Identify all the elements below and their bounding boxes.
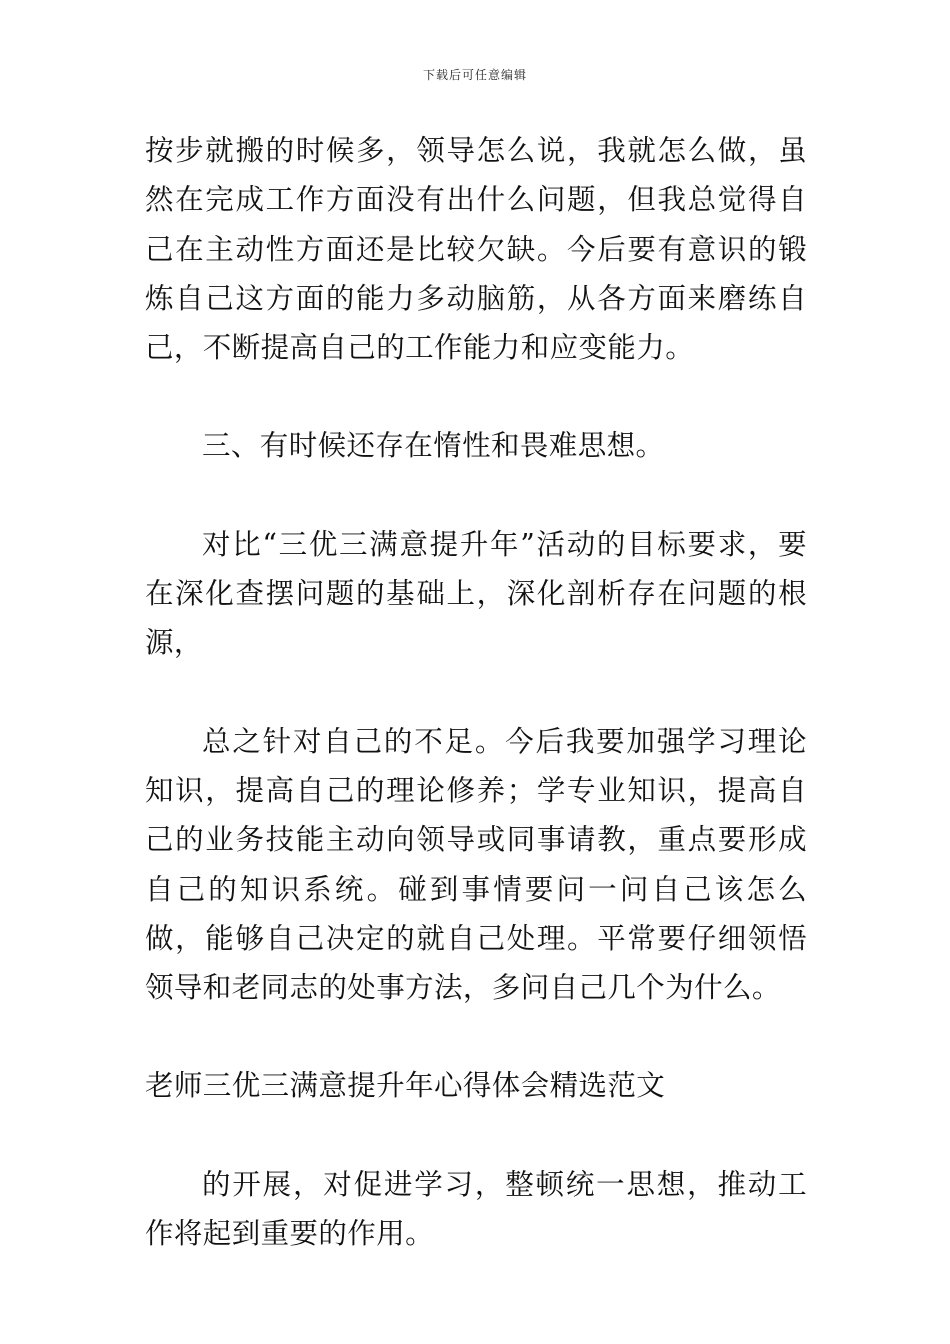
- paragraph-spacer: [145, 668, 807, 717]
- page-header-note: 下载后可任意编辑: [422, 68, 527, 82]
- paragraph-continuation: 按步就搬的时候多，领导怎么说，我就怎么做，虽然在完成工作方面没有出什么问题，但我总觉得自己在主动性方面还是比较欠缺。今后要有意识的锻炼自己这方面的能力多动脑筋，从各方面来磨练自己，不断提高自己的工作能力和应变能力。: [145, 134, 807, 365]
- paragraph-opening: 的开展，对促进学习，整顿统一思想，推动工作将起到重要的作用。: [145, 1167, 807, 1251]
- paragraph-spacer: [145, 471, 807, 520]
- paragraph-comparison: 对比“三优三满意提升年”活动的目标要求，要在深化查摆问题的基础上，深化剖析存在问题的根源，: [145, 527, 807, 660]
- paragraph-summary: 总之针对自己的不足。今后我要加强学习理论知识，提高自己的理论修养；学专业知识，提高自己的业务技能主动向领导或同事请教，重点要形成自己的知识系统。碰到事情要问一问自己该怎么做，能够自己决定的就自己处理。平常要仔细领悟领导和老同志的处事方法，多问自己几个为什么。: [145, 724, 807, 1005]
- paragraph-spacer: [145, 1111, 807, 1160]
- section-heading-three: 三、有时候还存在惰性和畏难思想。: [202, 429, 665, 463]
- article-title: 老师三优三满意提升年心得体会精选范文: [145, 1069, 666, 1103]
- paragraph-spacer: [145, 1012, 807, 1061]
- document-body: [145, 126, 807, 1258]
- paragraph-spacer: [145, 372, 807, 421]
